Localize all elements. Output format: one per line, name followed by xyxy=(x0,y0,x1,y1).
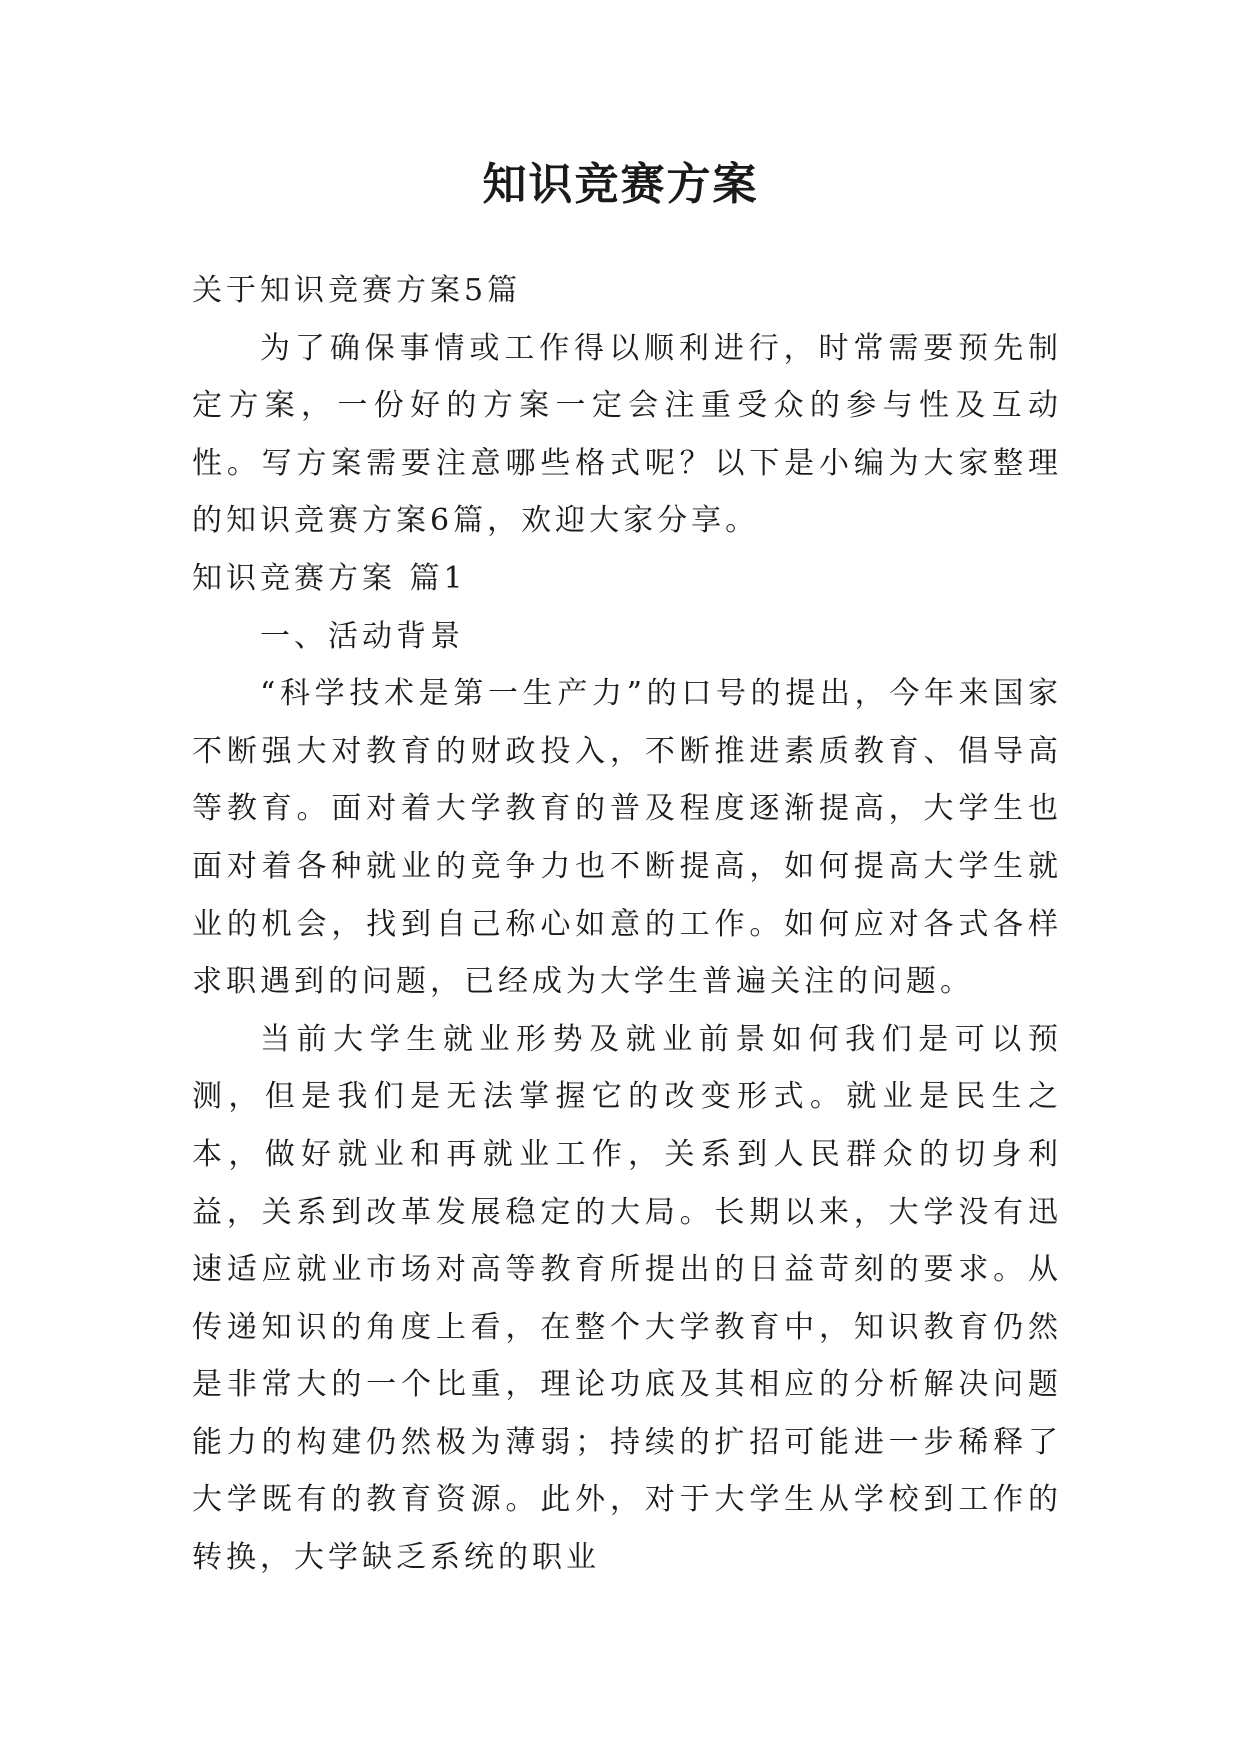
body-paragraph: “科学技术是第一生产力”的口号的提出，今年来国家不断强大对教育的财政投入，不断推进素质教育、倡导高等教育。面对着大学教育的普及程度逐渐提高，大学生也面对着各种就业的竞争力也不断提高，如何提高大学生就业的机会，找到自己称心如意的工作。如何应对各式各样求职遇到的问题，已经成为大学生普遍关注的问题。 xyxy=(192,676,1062,1000)
intro-paragraph: 为了确保事情或工作得以顺利进行，时常需要预先制定方案，一份好的方案一定会注重受众的参与性及互动性。写方案需要注意哪些格式呢？以下是小编为大家整理的知识竞赛方案6篇，欢迎大家分享。 xyxy=(192,330,1062,539)
document-subtitle: 关于知识竞赛方案5篇 xyxy=(192,273,522,308)
section-title: 知识竞赛方案 篇1 xyxy=(192,560,467,596)
section-heading: 一、活动背景 xyxy=(260,618,464,654)
document-title: 知识竞赛方案 xyxy=(482,159,759,210)
body-paragraph: 当前大学生就业形势及就业前景如何我们是可以预测，但是我们是无法掌握它的改变形式。就业是民生之本，做好就业和再就业工作，关系到人民群众的切身利益，关系到改革发展稳定的大局。长期以来，大学没有迅速适应就业市场对高等教育所提出的日益苛刻的要求。从传递知识的角度上看，在整个大学教育中，知识教育仍然是非常大的一个比重，理论功底及其相应的分析解决问题能力的构建仍然极为薄弱；持续的扩招可能进一步稀释了大学既有的教育资源。此外，对于大学生从学校到工作的转换，大学缺乏系统的职业 xyxy=(192,1021,1062,1576)
document-body xyxy=(192,262,1062,1587)
